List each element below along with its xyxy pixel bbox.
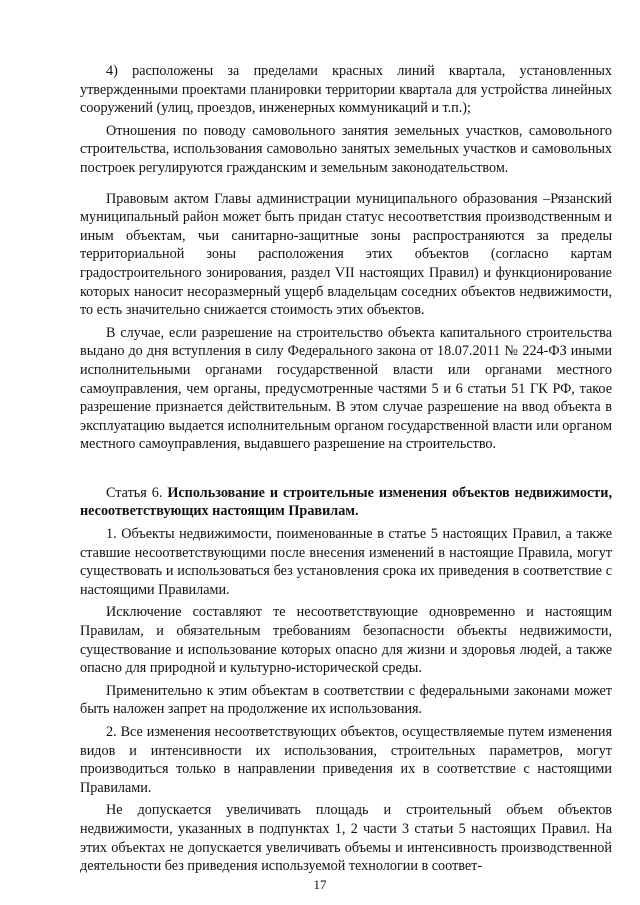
article-number: Статья 6. xyxy=(106,484,168,501)
paragraph: 2. Все изменения несоответствующих объектов, осуществляемые путем изменения видов и интенсивности их использования, строительных параметров, могут производиться только в направлении приведения их в соответствие с настоящими Правилами. xyxy=(80,724,612,796)
paragraph: Исключение составляют те несоответствующие одновременно и настоящим Правилам, и обязательным требованиям безопасности объекты недвижимости, существование и использование которых опасно для жизни и здоровья людей, а также опасно для природной и культурно-исторической среды. xyxy=(80,604,612,677)
paragraph: 1. Объекты недвижимости, поименованные в статье 5 настоящих Правил, а также ставшие несоответствующими после внесения изменений в настоящие Правила, могут существовать и использоваться без установления срока их приведения в соответствие с настоящими Правилами. xyxy=(80,526,612,598)
paragraph: Не допускается увеличивать площадь и строительный объем объектов недвижимости, указанных в подпунктах 1, 2 части 3 статьи 5 настоящих Правил. На этих объектах не допускается увеличивать объемы и интенсивность производственной деятельности без приведения используемой технологии в соответ- xyxy=(80,802,612,875)
paragraph: Применительно к этим объектам в соответствии с федеральными законами может быть наложен запрет на продолжение их использования. xyxy=(80,682,612,718)
article-title: Использование и строительные изменения объектов недвижимости, несоответствующих настоящим Правилам. xyxy=(80,484,612,520)
paragraph: Правовым актом Главы администрации муниципального образования –Рязанский муниципальный район может быть придан статус несоответствия производственным и иным объектам, чьи санитарно-защитные зоны распространяются за пределы территориальной зоны расположения этих объектов (согласно картам градостроительного зонирования, раздел VII настоящих Правил) и функционирование которых наносит несоразмерный ущерб владельцам соседних объектов недвижимости, то есть значительно снижается стоимость этих объектов. xyxy=(80,190,612,319)
article-heading xyxy=(80,484,612,521)
document-body xyxy=(80,62,612,876)
paragraph: Отношения по поводу самовольного занятия земельных участков, самовольного строительства, использования самовольно занятых земельных участков и самовольных построек регулируются гражданским и земельным законодательством. xyxy=(80,122,612,176)
paragraph: В случае, если разрешение на строительство объекта капитального строительства выдано до дня вступления в силу Федерального закона от 18.07.2011 № 224-ФЗ иными исполнительными органами государственной власти или органами местного самоуправления, чем органы, предусмотренные частями 5 и 6 статьи 51 ГК РФ, такое разрешение признается действительным. В этом случае разрешение на ввод объекта в эксплуатацию выдается исполнительным органом государственной власти или органом местного самоуправления, выдавшего разрешение на строительство. xyxy=(80,324,612,453)
page-number: 17 xyxy=(313,877,327,892)
paragraph: 4) расположены за пределами красных линий квартала, установленных утвержденными проектами планировки территории квартала для устройства линейных сооружений (улиц, проездов, инженерных коммуникаций и т.п.); xyxy=(80,63,612,117)
